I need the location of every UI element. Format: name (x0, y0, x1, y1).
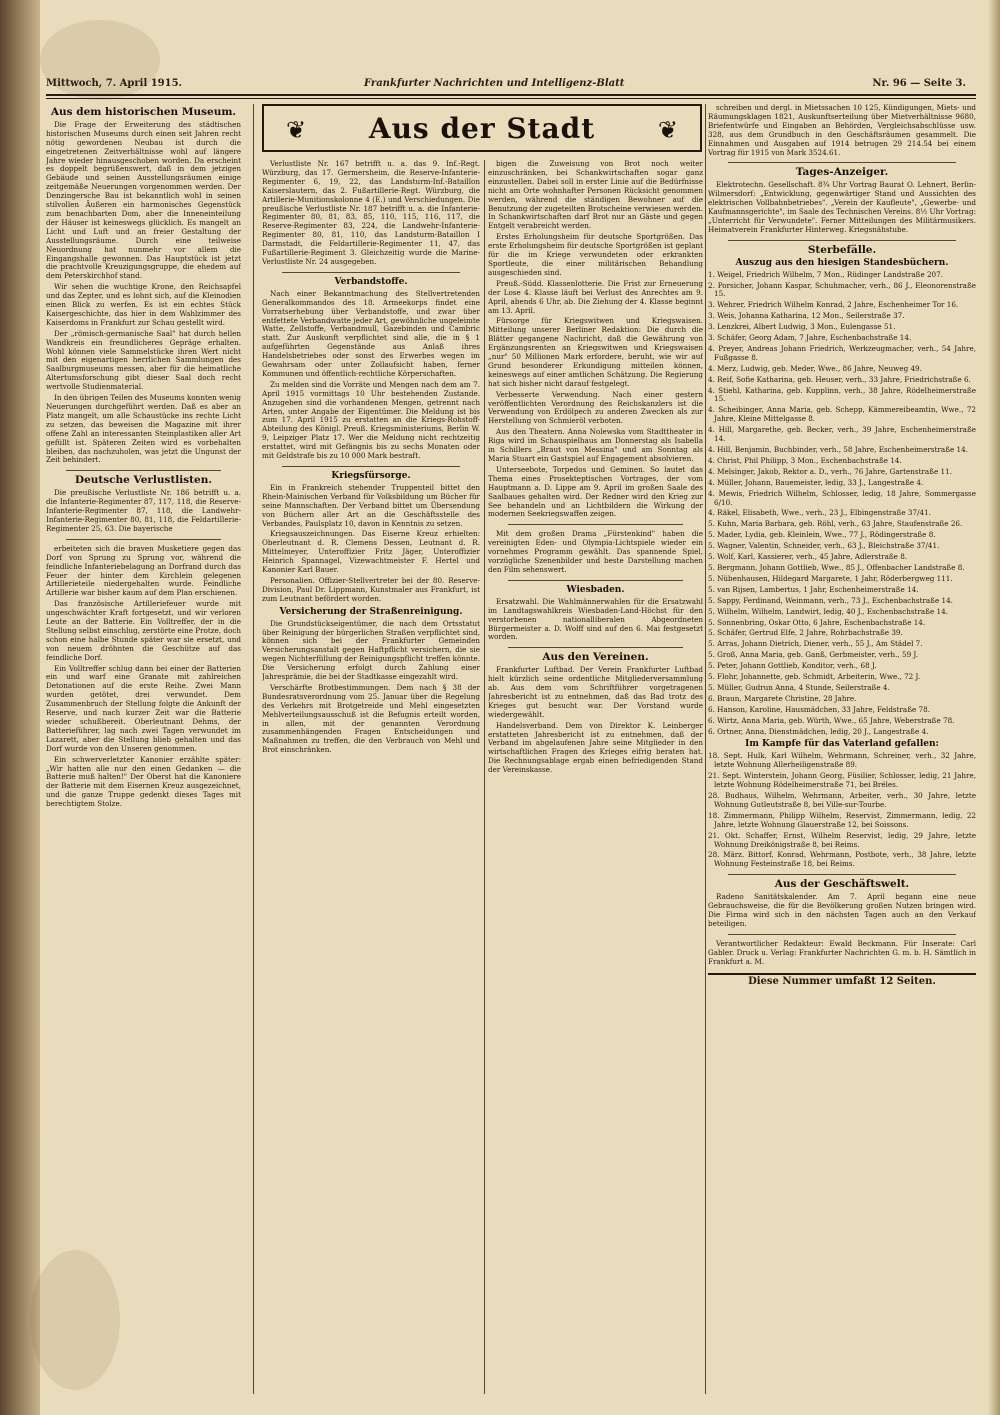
section-divider (728, 240, 956, 241)
list-item: 6. Braun, Margarete Christine, 28 Jahre. (708, 693, 857, 703)
column-2 (262, 104, 480, 1394)
section-divider (508, 580, 683, 581)
list-item: 4. Melsinger, Jakob, Rektor a. D., verh., 76 Jahre, Gartenstraße 11. (708, 466, 952, 476)
list-item: 5. Müller, Gudrun Anna, 4 Stunde, Seilerstraße 4. (708, 682, 890, 692)
heading-kriegsfuersorge: Kriegsfürsorge. (331, 471, 411, 481)
heading-tages-anzeiger: Tages-Anzeiger. (795, 166, 889, 179)
header-date: Mittwoch, 7. April 1915. (46, 78, 183, 89)
article-paragraph: In den übrigen Teilen des Museums konnten wenig Neuerungen durchgeführt werden. Daß es aber an Platz mangelt, um alle Schaustücke ins rechte Licht zu setzen, das beweisen die Magazine mit ihrer offene Zahl an interessanten Steinplastiken aller Art gefüllt ist. Späteren Zeiten wird es vorbehalten bleiben, das nachzuholen, was jetzt die Ungunst der Zeit behindert. (46, 393, 241, 465)
list-item: 3. Lenzkrei, Albert Ludwig, 3 Mon., Eulengasse 51. (708, 322, 896, 332)
list-item: 5. Flohr, Johannette, geb. Schmidt, Arbeiterin, Wwe., 72 J. (708, 672, 921, 682)
article-paragraph: Verschärfte Brotbestimmungen. Dem nach § 38 der Bundesratsverordnung vom 25. Januar über die Regelung des Verkehrs mit Brotgetreide und Mehl eingesetzten Mehlverteilungsausschuß ist die Befugnis erteilt worden, in allen, mit der genannten Verordnung zusammenhängenden Fragen Entscheidungen und Maßnahmen zu treffen, die den Verbrauch von Mehl und Brot einschränken. (262, 682, 480, 755)
article-paragraph: Ersatzwahl. Die Wahlmännerwahlen für die Ersatzwahl im Landtagswahlkreis Wiesbaden-Land-Höchst für den verstorbenen nationalliberalen Abgeordneten Bürgermeister a. D. Wolff sind auf den 6. Mai festgesetzt worden. (488, 596, 703, 642)
list-item: 4. Preyer, Andreas Johann Friedrich, Werkzeugmacher, verh., 54 Jahre, Fußgasse 8. (708, 343, 976, 362)
page-edge (988, 0, 1000, 1415)
article-paragraph: bigen die Zuweisung von Brot noch weiter einzuschränken, bei Schankwirtschaften sogar ganz einzustellen. Dabei soll in erster Linie auf die Bedürfnisse nicht am Orte wohnhafter Personen Rücksicht genommen werden, während die ständigen Bewohner auf die Benutzung der zugeteilten Brotscheine verwiesen werden. In Schankwirtschaften darf Brot nur an Gäste und gegen Entgelt verabreicht werden. (488, 159, 703, 231)
section-divider (66, 539, 221, 540)
article-paragraph: Das französische Artilleriefeuer wurde mit ungeschwächter Kraft fortgesetzt, und wir verloren Leute an der Batterie. Ein Volltreffer, der in die Stellung selbst einschlug, zerstörte eine Protze, doch schon eine halbe Stunde später war sie ersetzt, und von neuem dröhnten die Geschütze auf das feindliche Dorf. (46, 599, 241, 662)
article-paragraph: Frankfurter Luftbad. Der Verein Frankfurter Luftbad hielt kürzlich seine ordentliche Mitgliederversammlung ab. Aus dem vom Schriftführer vorgetragenen Jahresbericht ist zu entnehmen, daß das Bad trotz des Krieges gut besucht war. Der Vorstand wurde wiedergewählt. (488, 665, 703, 719)
heading-geschaeftswelt: Aus der Geschäftswelt. (774, 878, 910, 891)
heading-museum: Aus dem historischen Museum. (50, 106, 237, 118)
article-paragraph: erbeiteten sich die braven Musketiere gegen das Dorf von Sprung zu Sprung vor, während die feindliche Infanteriebelagung an Dorfrand durch das Feuer der hinter dem Kirchlein gelegenen Artillerieteile niedergehalten wurde. Feindliche Artillerie war bisher kaum auf dem Plan erschienen. (46, 543, 241, 598)
page-header (46, 78, 986, 92)
list-item: 6. Ortner, Anna, Dienstmädchen, ledig, 20 J., Langestraße 4. (708, 726, 929, 736)
heading-verbandstoffe: Verbandstoffe. (334, 276, 408, 287)
section-title: Aus der Stadt (368, 112, 596, 145)
section-divider (66, 470, 221, 471)
article-paragraph: Die Grundstückseigentümer, die nach dem Ortsstatut über Reinigung der bürgerlichen Straßen verpflichtet sind, können sich bei der Frankfurter Gemeinden Versicherungsanstalt gegen Haftpflicht versichern, die sie wegen Nichterfüllung der Reinigungspflicht treffen könnte. Die Versicherung erfolgt durch Zahlung einer Jahresprämie, die bei der Stadtkasse eingezahlt wird. (262, 618, 480, 682)
column-divider (705, 104, 706, 1394)
article-paragraph: Wir sehen die wuchtige Krone, den Reichsapfel und das Zepter, und es lohnt sich, auf die Kleinodien einen Blick zu werfen. Es ist ein echtes Stück Kaisergeschichte, das hier in dem Wahlzimmer des Kaiserdoms in Frankfurt zur Schau gestellt wird. (46, 282, 241, 327)
list-item: 6. Hanson, Karoline, Hausmädchen, 33 Jahre, Feldstraße 78. (708, 704, 930, 714)
binding-edge (0, 0, 40, 1415)
article-paragraph: Personalien. Offizier-Stellvertreter bei der 80. Reserve-Division, Paul Dr. Lippmann, Kunstmaler aus Frankfurt, ist zum Leutnant befördert worden. (262, 575, 480, 603)
heading-strassenreinigung: Versicherung der Straßenreinigung. (279, 606, 463, 617)
list-item: 5. Nübenhausen, Hildegard Margarete, 1 Jahr, Röderbergweg 111. (708, 573, 953, 583)
list-item: 2. Porsicher, Johann Kaspar, Schuhmacher, verh., 86 J., Eleonorenstraße 15. (708, 280, 976, 299)
column-3-body (488, 160, 703, 777)
fallen-soldiers-list (708, 752, 976, 869)
list-item: 18. Sept. Hulk, Karl Wilhelm, Wehrmann, Schreiner, verh., 32 Jahre, letzte Wohnung Allerheiligenstraße 89. (708, 751, 976, 770)
article-paragraph: Aus den Theatern. Anna Nolewska vom Stadttheater in Riga wird im Schauspielhaus am Donnerstag als Isabella in Schillers „Braut von Messina" und am Sonntag als Maria Stuart ein Gastspiel auf Engagement absolvieren. (488, 427, 703, 463)
article-paragraph: Der „römisch-germanische Saal" hat durch hellen Wandkreis ein freundlicheres Gepräge erhalten. Wohl können viele Sammelstücke ihren Wert nicht mit den eigenartigen herrlichen Sammlungen des Saalburgmuseums messen, aber für die heimatliche Altertumsforschung gibt dieser Saal doch recht wertvolle Studienmaterial. (46, 328, 241, 392)
ornament-icon: ❦ (286, 116, 307, 144)
list-item: 4. Hill, Margarethe, geb. Becker, verh., 39 Jahre, Eschenheimerstraße 14. (708, 425, 976, 444)
article-paragraph: Die Frage der Erweiterung des städtischen historischen Museums durch einen seit Jahren recht nötig gewordenen Neubau ist durch die eingetretenen Zeitverhältnisse wohl auf längere Jahre wieder hinausgeschoben worden. Da erscheint es doppelt begrüßenswert, daß in dem jetzigen Gebäude und seinen Ausstellungsräumen einige zeitgemäße Neuerungen vorgenommen werden. Der Denzingersche Bau ist bekanntlich wohl in seinen stilvollen Äußeren ein harmonisches Gegenstück zum benachbarten Dom, aber die Inneneinteilung der Häuser ist keineswegs glücklich. Es mangelt an Licht und Luft und an freier Gestaltung der Ausstellungsräume. Durch eine teilweise Neuordnung hat nunmehr vor allem die Eingangshalle gewonnen. Das Hauptstück ist jetzt die prachtvolle Kreuzigungsgruppe, die ehedem auf dem Peterskirchhof stand. (46, 119, 241, 281)
article-paragraph: Elektrotechn. Gesellschaft. 8¾ Uhr Vortrag Baurat O. Lehnert. Berlin-Wilmersdorf: „Entwicklung, gegenwärtiger Stand und Aussichten des elektrischen Vollbahnbetriebes". „Verein der Kaufleute", „Gewerbe- und Kaufmannsgerichte", im Saale des Technischen Vereins. 8½ Uhr Vortrag: „Unterricht für Verwundete". Ferner Mitteilungen des Militärmusikers. Heimatverein Frankfurter Hinterweg. Kriegsnähstube. (708, 180, 976, 234)
column-divider (253, 104, 254, 1394)
list-item: 5. Wilhelm, Wilhelm, Landwirt, ledig, 40 J., Eschenbachstraße 14. (708, 606, 948, 616)
article-paragraph: Ein schwerverletzter Kanonier erzählte später: „Wir hatten alle nur den einen Gedanken — die Batterie muß halten!" Der Oberst hat die Kanoniere der Batterie mit dem Eisernen Kreuz ausgezeichnet, und die ganze Truppe gedenkt dieses Tages mit berechtigtem Stolze. (46, 754, 241, 809)
header-rule-thin (46, 98, 976, 99)
article-paragraph: Preuß.-Südd. Klassenlotterie. Die Frist zur Erneuerung der Lose 4. Klasse läuft bei Verlust des Anrechtes am 9. April, abends 6 Uhr, ab. Die Ziehung der 4. Klasse beginnt am 13. April. (488, 278, 703, 315)
list-item: 5. Wolf, Karl, Kassierer, verh., 45 Jahre, Adlerstraße 8. (708, 552, 908, 562)
article-paragraph: Verbesserte Verwendung. Nach einer gestern veröffentlichten Verordnung des Reichskanzlers ist die Verwendung von Erdölpech zu anderen Zwecken als zur Herstellung von Schmieröl verboten. (488, 389, 703, 426)
header-page-number: Nr. 96 — Seite 3. (872, 78, 966, 89)
list-item: 4. Räkel, Elisabeth, Wwe., verh., 23 J., Elbingenstraße 37/41. (708, 508, 931, 518)
list-item: 5. Groß, Anna Maria, geb. Ganß, Gerbmeister, verh., 59 J. (708, 650, 919, 660)
list-item: 5. Wagner, Valentin, Schneider, verh., 63 J., Bleichstraße 37/41. (708, 541, 940, 551)
list-item: 28. März. Bittorf, Konrad, Wehrmann, Postbote, verh., 38 Jahre, letzte Wohnung Festeinstraße 18, bei Reims. (708, 850, 976, 869)
column-1 (46, 104, 241, 1394)
editor-credits: Verantwortlicher Redakteur: Ewald Beckmann. Für Inserate: Carl Gabler. Druck u. Verlag: Frankfurter Nachrichten G. m. b. H. Sämtlich in Frankfurt a. M. (708, 938, 976, 966)
list-item: 21. Okt. Schaffer, Ernst, Wilhelm Reservist, ledig, 29 Jahre, letzte Wohnung Dreikönigstraße 8, bei Reims. (708, 830, 976, 849)
article-paragraph: Ein in Frankreich stehender Truppenteil bittet den Rhein-Mainischen Verband für Volksbildung um Bücher für seine Mannschaften. Der Verband bittet um Übersendung von Büchern aller Art an die Geschäftsstelle des Verbandes, Paulsplatz 10, davon in Kenntnis zu setzen. (262, 482, 480, 528)
list-item: 4. Müller, Johann, Bauemeister, ledig, 33 J., Langestraße 4. (708, 477, 924, 487)
list-item: 4. Mewis, Friedrich Wilhelm, Schlosser, ledig, 18 Jahre, Sommergasse 6/10. (708, 488, 976, 507)
list-item: 21. Sept. Winterstein, Johann Georg, Füsilier, Schlosser, ledig, 21 Jahre, letzte Wohnung Rödelheimerstraße 71, bei Bréles. (708, 771, 976, 790)
list-item: 3. Weis, Johanna Katharina, 12 Mon., Seilerstraße 37. (708, 311, 905, 321)
section-divider (282, 466, 460, 467)
list-item: 5. Sappy, Ferdinand, Weinmann, verh., 73 J., Eschenbachstraße 14. (708, 595, 953, 605)
heading-sterbefaelle: Sterbefälle. (807, 243, 877, 256)
section-divider (508, 524, 683, 525)
list-item: 5. Sonnenbring, Oskar Otto, 6 Jahre, Eschenbachstraße 14. (708, 617, 926, 627)
heading-verlustlisten: Deutsche Verlustlisten. (74, 474, 213, 487)
list-item: 5. van Rijsen, Lambertus, 1 Jahr, Eschenheimerstraße 14. (708, 584, 919, 594)
list-item: 4. Scheibinger, Anna Maria, geb. Schepp, Kämmereibeamtin, Wwe., 72 Jahre, Kleine Mittelgasse 8. (708, 405, 976, 424)
article-paragraph: Ein Volltreffer schlug dann bei einer der Batterien ein und warf eine Granate mit zahlreichen Detonationen auf die erste Reihe. Zwei Mann wurden getötet, drei verwundet. Dem Zusammenbruch der Stellung folgte die Ankunft der Reserve, und nach kurzer Zeit war die Batterie wieder schußbereit. Oberleutnant Dehms, der Batterieführer, lag nach zwei Tagen verwundet im Lazarett, aber die Stellung blieb gehalten und das Dorf wurde von den Unseren genommen. (46, 663, 241, 753)
list-item: 5. Peter, Johann Gottlieb, Konditor, verh., 68 J. (708, 661, 877, 671)
article-paragraph: Kriegsauszeichnungen. Das Eiserne Kreuz erhielten: Oberleutnant d. R. Clemens Dessen, Leutnant d. R. Mittelmeyer, Unteroffizier Fritz Jäger, Unteroffizier Heinrich Spannagel, Vizewachtmeister F. Hertel und Kanonier Karl Bauer. (262, 529, 480, 575)
list-item: 3. Wehrer, Friedrich Wilhelm Konrad, 2 Jahre, Eschenheimer Tor 16. (708, 300, 959, 310)
column-2-body (262, 160, 480, 757)
list-item: 4. Christ, Phil Philipp, 3 Mon., Eschenbachstraße 14. (708, 455, 902, 465)
article-paragraph: Handelsverband. Dem von Direktor K. Leinberger erstatteten Jahresbericht ist zu entnehmen, daß der Verband im abgelaufenen Jahre seine Mitglieder in den wirtschaftlichen Fragen des Krieges eifrig beraten hat. Die Rechnungsablage ergab einen befriedigenden Stand der Vereinskasse. (488, 720, 703, 775)
header-rule (46, 94, 976, 96)
list-item: 18. Zimmermann, Philipp Wilhelm, Reservist, Zimmermann, ledig, 22 Jahre, letzte Wohnung Glauerstraße 12, bei Soissons. (708, 810, 976, 829)
subheading-standesbuecher: Auszug aus den hiesigen Standesbüchern. (735, 257, 949, 268)
column-4 (708, 104, 976, 1394)
list-item: 4. Merz, Ludwig, geb. Meder, Wwe., 86 Jahre, Neuweg 49. (708, 363, 922, 373)
list-item: 5. Arras, Johann Dietrich, Diener, verh., 55 J., Am Städel 7. (708, 639, 923, 649)
list-item: 4. Hill, Benjamin, Buchbinder, verh., 58 Jahre, Eschenheimerstraße 14. (708, 445, 968, 454)
header-newspaper-name: Frankfurter Nachrichten und Intelligenz-Blatt (364, 78, 625, 89)
list-item: 5. Bergmann, Johann Gottlieb, Wwe., 85 J., Offenbacher Landstraße 8. (708, 562, 965, 572)
section-divider (728, 162, 956, 163)
list-item: 5. Schäfer, Gertrud Elfe, 2 Jahre, Rohrbachstraße 39. (708, 628, 903, 638)
article-paragraph: Mit dem großen Drama „Fürstenkind" haben die vereinigten Eden- und Olympia-Lichtspiele wieder ein vornehmes Programm gewählt. Das spannende Spiel, vorzügliche Szenenbilder und beste Darstellung machen den Film sehenswert. (488, 529, 703, 574)
article-paragraph: Zu melden sind die Vorräte und Mengen nach dem am 7. April 1915 vormittags 10 Uhr bestehenden Zustande. Anzugeben sind die vorhandenen Mengen, getrennt nach Arten, unter Angabe der Eigentümer. Die Meldung ist bis zum 17. April 1915 zu erstatten an die Kriegs-Rohstoff-Abteilung des Königl. Preuß. Kriegsministeriums, Berlin W. 9, Leipziger Platz 17. Wer die Meldung nicht rechtzeitig erstattet, wird mit Gefängnis bis zu sechs Monaten oder mit Geldstrafe bis zu 10 000 Mark bestraft. (262, 379, 480, 461)
list-item: 5. Kuhn, Maria Barbara, geb. Röhl, verh., 63 Jahre, Staufenstraße 26. (708, 519, 963, 529)
article-paragraph: Radeno Sanitätskalender. Am 7. April begann eine neue Gebrauchsweise, die für die Bevölkerung großen Nutzen bringen wird. Die Firma wird sich in den nächsten Tagen auch an den Verkauf beteiligen. (708, 892, 976, 928)
section-divider (728, 934, 956, 935)
heading-gefallen: Im Kampfe für das Vaterland gefallen: (745, 739, 939, 750)
heading-wiesbaden: Wiesbaden. (566, 584, 625, 595)
section-divider (728, 874, 956, 875)
list-item: 4. Reif, Sofie Katharina, geb. Heuser, verh., 33 Jahre, Friedrichstraße 6. (708, 374, 971, 384)
death-notices-list (708, 271, 976, 737)
ornament-icon: ❦ (657, 116, 678, 144)
section-divider (282, 272, 460, 273)
list-item: 6. Wirtz, Anna Maria, geb. Würth, Wwe., 65 Jahre, Weberstraße 78. (708, 715, 955, 725)
article-paragraph: Unterseebote, Torpedos und Geminen. So lautet das Thema eines Prosekteptischen Vortrages, der vom Hauptmann a. D. Lippe am 9. April im großen Saale des Saalbaues gehalten wird. Der Redner wird den Krieg zur See behandeln und an Lichtbildern die Wirkung der modernen Seekriegswaffen zeigen. (488, 464, 703, 519)
article-paragraph: Fürsorge für Kriegswitwen und Kriegswaisen. Mitteilung unserer Berliner Redaktion: Die durch die Blätter gegangene Nachricht, daß die Gewährung von Ergänzungsrenten an Kriegswitwen und Kriegswaisen „nur" 50 Millionen Mark erfordere, beruht, wie wir auf Grund besonderer Erkundigung mitteilen können, keineswegs auf einer amtlichen Schätzung. Die Regierung hat sich bisher nicht darauf festgelegt. (488, 316, 703, 388)
list-item: 4. Stiehl, Katharina, geb. Kupplinn, verh., 38 Jahre, Rödelheimerstraße 15. (708, 385, 976, 404)
list-item: 28. Budhaus, Wilhelm, Wehrmann, Arbeiter, verh., 30 Jahre, letzte Wohnung Gutleutstraße 8, bei Ville-sur-Tourbe. (708, 791, 976, 809)
article-paragraph: Die preußische Verlustliste Nr. 186 betrifft u. a. die Infanterie-Regimenter 87, 117, 118, die Reserve-Infanterie-Regimenter 87, 118, die Landwehr-Infanterie-Regimenter 80, 81, 118, die Feldartillerie-Regimenter 25, 63. Die bayerische (46, 488, 241, 533)
article-paragraph: Nach einer Bekanntmachung des Stellvertretenden Generalkommandos des 18. Armeekorps findet eine Vorratserhebung über Verbandstoffe, und zwar über entfettete Verbandwatte jeder Art, gewöhnliche ungeleimte Watte, Zellstoffe, Verbandmull, Gazebinden und Cambric statt. Zur Auskunft verpflichtet sind alle, die in § 1 aufgeführten Gegenstände aus Anlaß ihres Handelsbetriebes oder sonst des Erwerbes wegen im Gewahrsam oder unter Zollaufsicht haben, ferner Kommunen und öffentlich-rechtliche Körperschaften. (262, 288, 480, 378)
article-paragraph: Verlustliste Nr. 167 betrifft u. a. das 9. Inf.-Regt. Würzburg, das 17. Germersheim, die Reserve-Infanterie-Regimenter 6, 19, 22, das Landsturm-Inf.-Bataillon Kaiserslautern, das 2. Fußartillerie-Regt. Würzburg, die Artillerie-Munitionskolonne 4 (E.) und Verschiedungen. Die preußische Verlustliste Nr. 187 betrifft u. a. die Infanterie-Regimenter 80, 81, 83, 85, 110, 115, 116, 117, die Reserve-Regimenter 83, 224, die Landwehr-Infanterie-Regimenter 80, 81, 110, das Landsturm-Bataillon I Darmstadt, die Feldartillerie-Regimenter 11, 47, das Fußartillerie-Regiment 3. Gleichzeitig wurde die Marine-Verlustliste Nr. 24 ausgegeben. (262, 159, 480, 266)
heading-vereine: Aus den Vereinen. (542, 651, 649, 664)
section-divider (508, 647, 683, 648)
column-3 (488, 104, 703, 1394)
page-footer-note: Diese Nummer umfaßt 12 Seiten. (708, 973, 976, 987)
article-paragraph: Erstes Erholungsheim für deutsche Sportgrößen. Das erste Erholungsheim für deutsche Sportgrößen ist geplant für die im Kriege verwundeten oder erkrankten Sportleute, die einer militärischen Behandlung ausgeschieden sind. (488, 232, 703, 277)
list-item: 1. Weigel, Friedrich Wilhelm, 7 Mon., Rüdinger Landstraße 207. (708, 269, 943, 279)
list-item: 3. Schäfer, Georg Adam, 7 Jahre, Eschenbachstraße 14. (708, 333, 912, 343)
list-item: 5. Mader, Lydia, geb. Kleinlein, Wwe., 77 J., Rödingerstraße 8. (708, 530, 936, 540)
article-paragraph: schreiben und dergl. in Mietssachen 10 125, Kündigungen, Miets- und Räumungsklagen 1821, Auskunftserteilung über Mietverhältnisse 9680, Briefentwürfe und Eingaben an Behörden, Vergleichsabschlüsse usw. 328, aus dem Grundbuch in den Geschäftsräumen gesammelt. Die Einnahmen und Ausgaben auf 1914 betrugen 29 214.54 bei einem Vortrag für 1915 von Mark 3524.61. (708, 104, 976, 157)
column-divider (484, 160, 485, 1394)
